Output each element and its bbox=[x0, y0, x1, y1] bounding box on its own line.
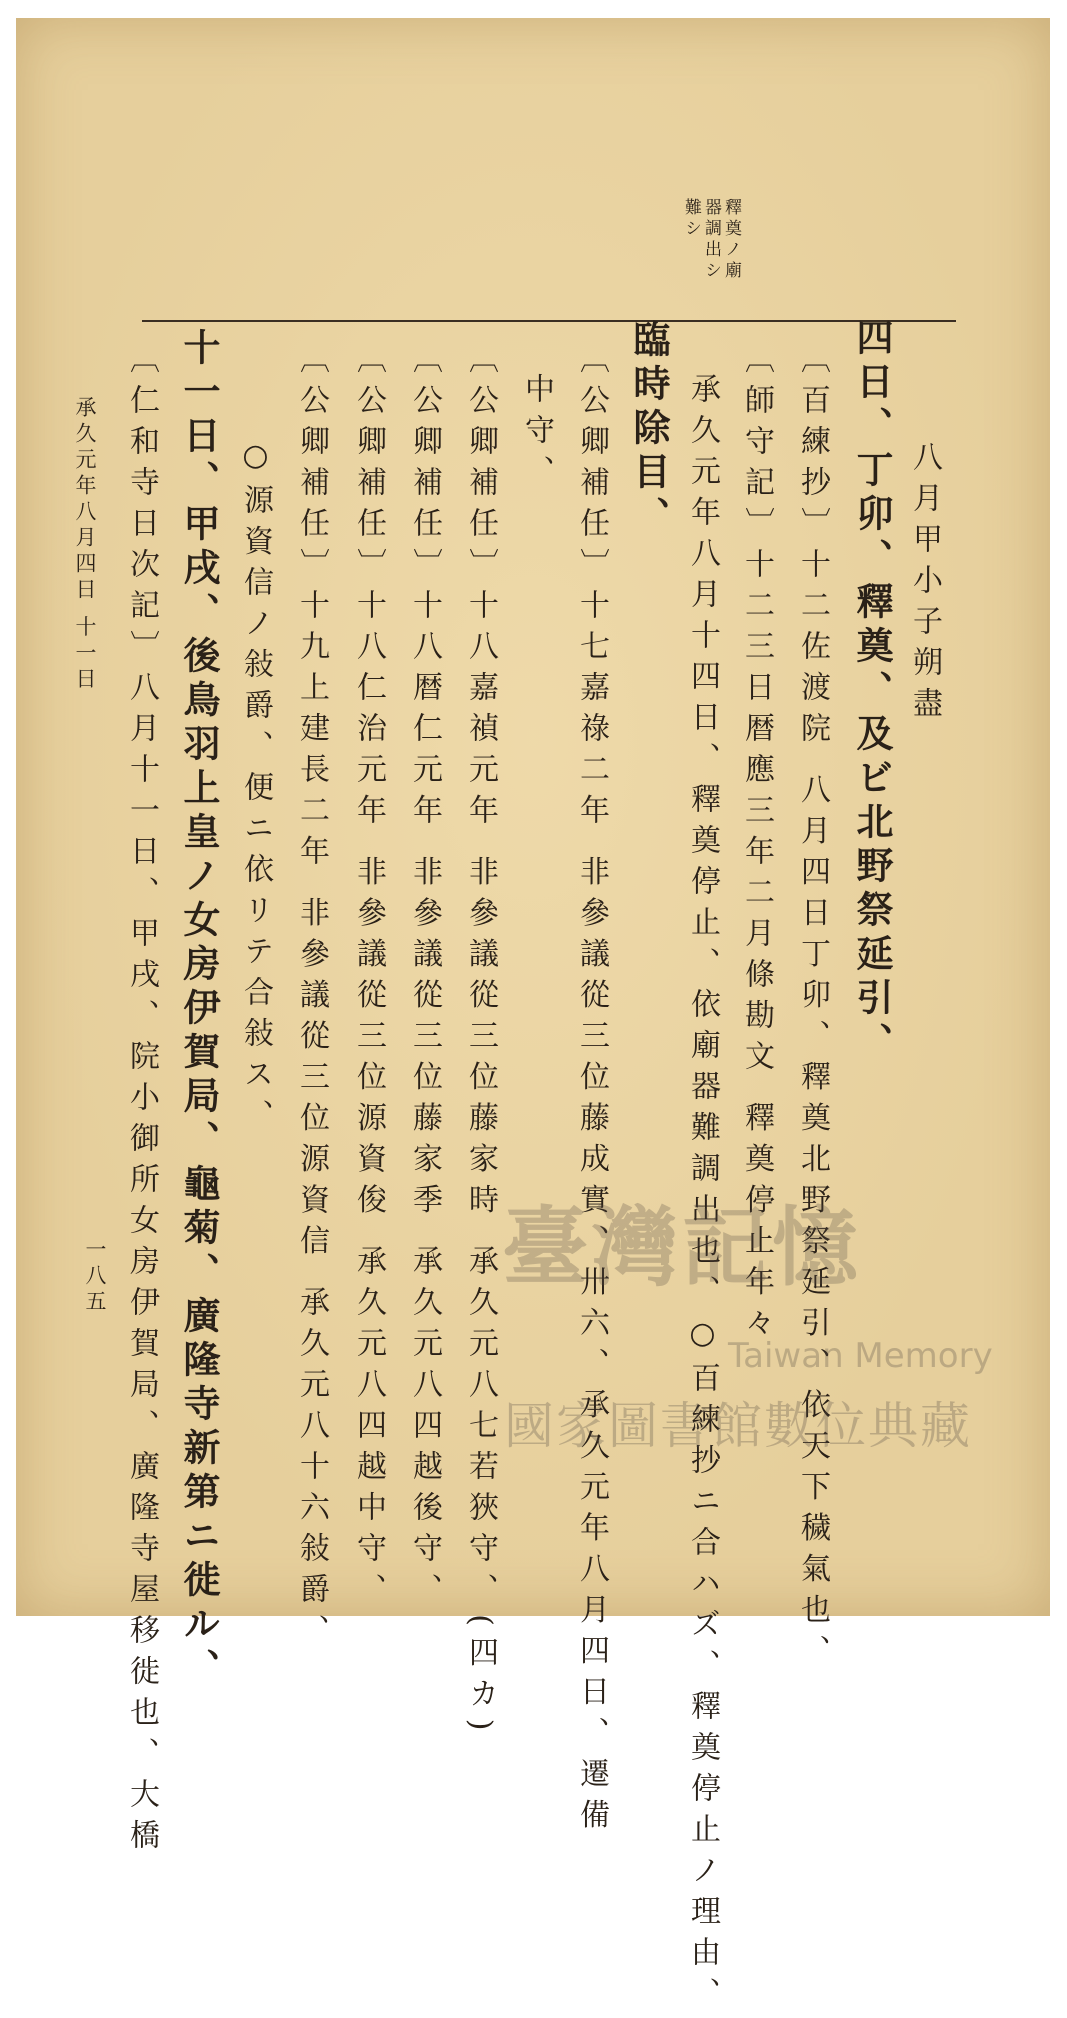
kugyo-1-column: 〔公卿補任〕十七嘉祿二年 非參議從三位藤成實、卅六、承久元年八月四日、遷備 bbox=[574, 343, 609, 1840]
hyakurensho-column: 〔百練抄〕十二佐渡院 八月四日丁卯、釋奠北野祭延引、依天下穢氣也、 bbox=[795, 343, 830, 1676]
entry-11-heading: 十一日、甲戌、後鳥羽上皇ノ女房伊賀局、龜菊、廣隆寺新第ニ徙ル、 bbox=[177, 328, 221, 1692]
margin-note-1: 釋奠ノ廟 bbox=[721, 198, 741, 282]
shishuki-column: 〔師守記〕十二三日暦應三年二月條勘文 釋奠停止年々 bbox=[739, 343, 774, 1348]
shishuki-body-column: 承久元年八月十四日、釋奠停止、依廟器難調出也、○百練抄ニ合ハズ、釋奠停止ノ理由、 bbox=[685, 373, 720, 2018]
footer-date: 承久元年八月四日 十一日 bbox=[73, 396, 97, 694]
kugyo-1-continuation: 中守、 bbox=[519, 373, 554, 496]
kugyo-2-column: 〔公卿補任〕十八嘉禎元年 非參議從三位藤家時 承久元八七若狹守、(四カ) bbox=[463, 343, 498, 1742]
margin-note-2: 器調出シ bbox=[701, 198, 721, 282]
page-number: 一八五 bbox=[83, 1238, 107, 1316]
kugyo-3-column: 〔公卿補任〕十八暦仁元年 非參議從三位藤家季 承久元八四越後守、 bbox=[407, 343, 442, 1615]
document-page bbox=[16, 18, 1050, 2018]
header-rule bbox=[142, 320, 956, 322]
minamoto-note-column: ○源資信ノ敍爵、便ニ依リテ合敍ス、 bbox=[238, 438, 273, 1140]
ninnaji-column: 〔仁和寺日次記〕八月十一日、甲戌、院小御所女房伊賀局、廣隆寺屋移徙也、大橋 bbox=[124, 343, 159, 1860]
month-heading: 八月甲小子朔盡 bbox=[907, 441, 942, 728]
watermark-org: 國家圖書館數位典藏 bbox=[504, 1397, 972, 1455]
rinji-heading: 臨時除目、 bbox=[627, 320, 671, 540]
watermark-english: Taiwan Memory bbox=[728, 1336, 993, 1376]
kugyo-5-column: 〔公卿補任〕十九上建長二年 非參議從三位源資信 承久元八十六敍爵、 bbox=[294, 343, 329, 1656]
margin-note-3: 難シ bbox=[681, 198, 701, 240]
watermark-title: 臺灣記憶 bbox=[502, 1197, 862, 1298]
kugyo-4-column: 〔公卿補任〕十八仁治元年 非參議從三位源資俊 承久元八四越中守、 bbox=[351, 343, 386, 1615]
entry-4-heading: 四日、丁卯、釋奠、及ビ北野祭延引、 bbox=[850, 318, 894, 1066]
